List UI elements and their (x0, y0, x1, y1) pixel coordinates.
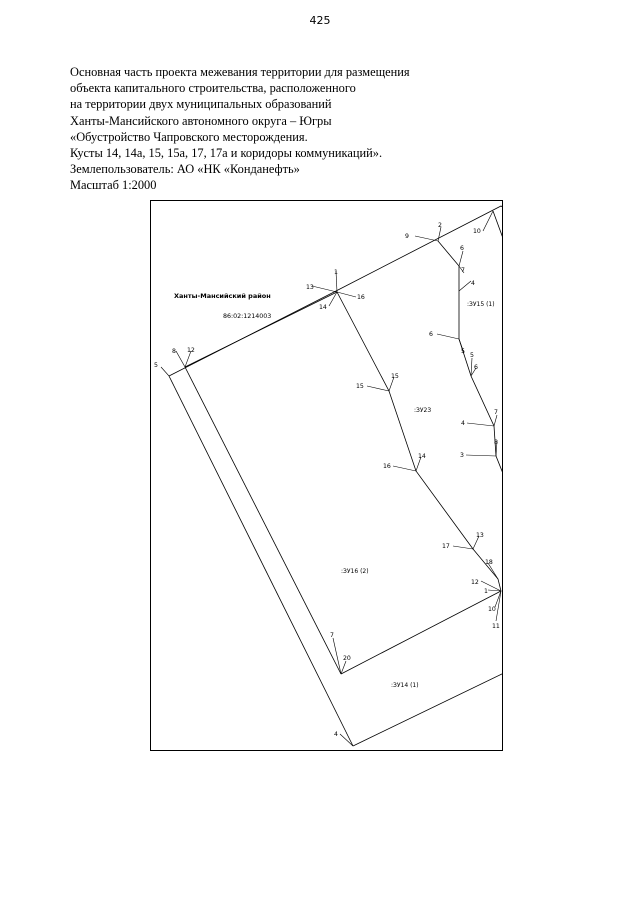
point-label: 13 (476, 532, 484, 539)
boundary-right-edge (493, 211, 503, 241)
parcel-label: :ЗУ15 (1) (467, 301, 495, 308)
parcel-label: :ЗУ14 (1) (391, 682, 419, 689)
point-label: 15 (356, 383, 364, 390)
map-labels (174, 292, 495, 689)
boundary-corridor-right (185, 367, 341, 674)
point-label: 6 (460, 245, 464, 252)
boundary-bottom (353, 673, 503, 746)
point-label: 10 (488, 606, 496, 613)
point-label: 10 (473, 228, 481, 235)
page-number: 425 (309, 14, 331, 27)
boundary-inner-bottom (341, 591, 501, 674)
map-drawing (151, 201, 503, 751)
header-line: объекта капитального строительства, расположенного (70, 81, 356, 96)
point-label: 18 (485, 559, 493, 566)
header-line: Ханты-Мансийского автономного округа – Югры (70, 113, 332, 128)
boundary-corridor-top (185, 292, 337, 367)
header-line: Масштаб 1:2000 (70, 178, 157, 193)
point-label: 3 (460, 452, 464, 459)
point-label: 7 (461, 267, 465, 274)
boundary-main-diagonal (337, 292, 501, 591)
point-label: 9 (405, 233, 409, 240)
header-line: Землепользователь: АО «НК «Конданефть» (70, 162, 300, 177)
point-label: 6 (429, 331, 433, 338)
header-line: на территории двух муниципальных образований (70, 97, 332, 112)
header-line: Основная часть проекта межевания территории для размещения (70, 65, 410, 79)
cadastral-number: 86:02:1214003 (223, 313, 272, 320)
point-label: 14 (418, 453, 426, 460)
point-label: 5 (470, 352, 474, 359)
point-label: 4 (461, 420, 465, 427)
point-label: 1 (334, 269, 338, 276)
point-label: 16 (357, 294, 365, 301)
district-label: Ханты-Мансийский район (174, 292, 271, 300)
parcel-label: :ЗУ16 (2) (341, 568, 369, 575)
point-label: 14 (319, 304, 327, 311)
point-label: 4 (334, 731, 338, 738)
point-label: 13 (306, 284, 314, 291)
document-header (70, 64, 590, 194)
point-label: 6 (474, 364, 478, 371)
point-label: 8 (172, 348, 176, 355)
point-label: 12 (471, 579, 479, 586)
point-label: 16 (383, 463, 391, 470)
point-label: 5 (154, 362, 158, 369)
point-label: 4 (471, 280, 475, 287)
boundary-corridor-left (169, 376, 353, 746)
header-line: Кусты 14, 14а, 15, 15а, 17, 17а и коридоры коммуникаций». (70, 146, 383, 161)
point-label: 8 (494, 439, 498, 446)
point-label: 1 (484, 588, 488, 595)
point-label: 17 (442, 543, 450, 550)
point-label: 7 (330, 632, 334, 639)
point-label: 11 (492, 623, 500, 630)
point-label: 7 (494, 409, 498, 416)
point-label: 15 (391, 373, 399, 380)
header-line: «Обустройство Чапровского месторождения. (70, 129, 308, 144)
point-label: 2 (438, 222, 442, 229)
point-label: 5 (461, 348, 465, 355)
parcel-boundaries (169, 206, 503, 746)
point-label: 20 (343, 655, 351, 662)
point-label: 12 (187, 347, 195, 354)
parcel-label: :ЗУ23 (414, 407, 432, 414)
cadastral-map (150, 200, 503, 751)
